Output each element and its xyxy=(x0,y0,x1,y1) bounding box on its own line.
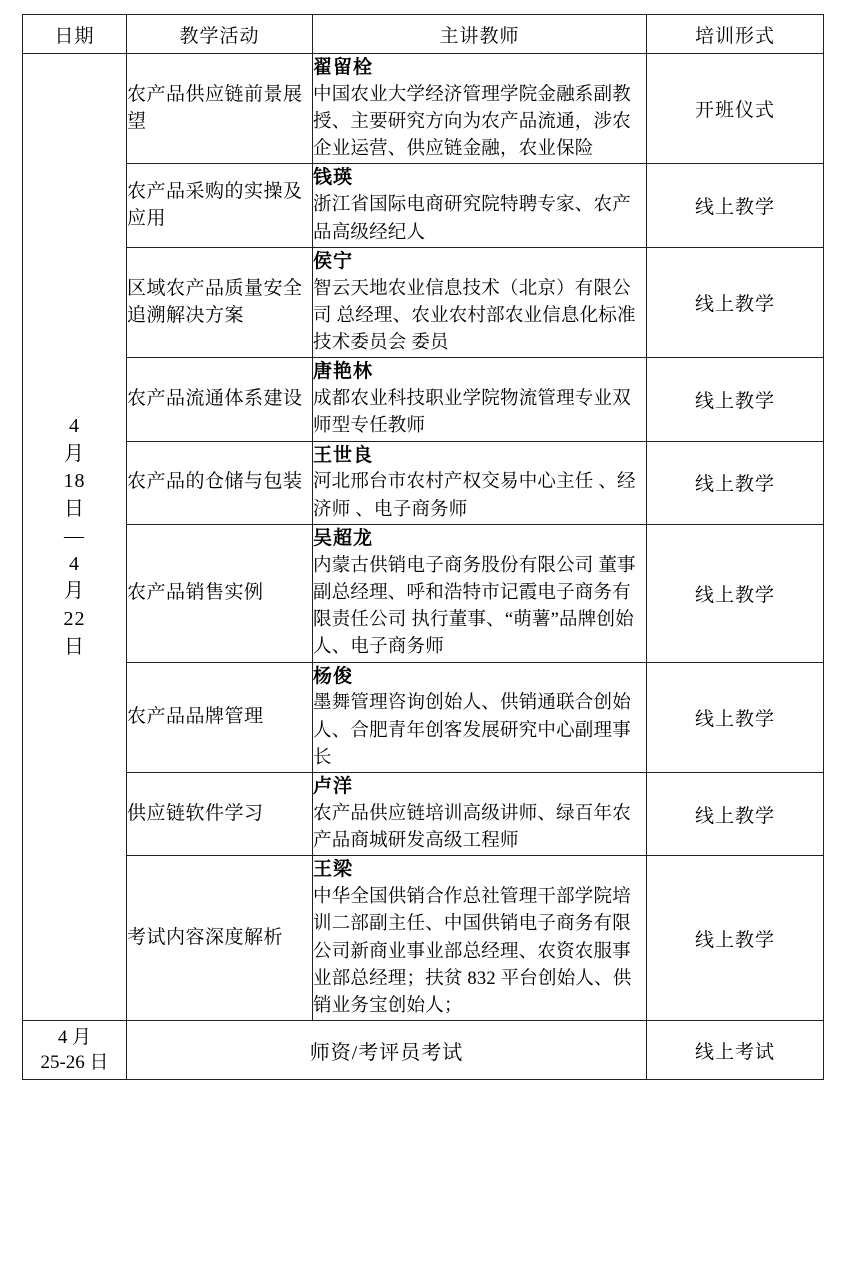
date-char: 22 xyxy=(63,608,86,631)
teacher-description: 中国农业大学经济管理学院金融系副教授、主要研究方向为农产品流通，涉农企业运营、供应链金融，农业保险 xyxy=(313,84,631,160)
table-row xyxy=(23,358,824,441)
teacher-description: 农产品供应链培训高级讲师、绿百年农产品商城研发高级工程师 xyxy=(313,803,631,852)
header-teacher: 主讲教师 xyxy=(313,15,647,54)
exam-date-cell xyxy=(23,1021,127,1080)
activity-cell: 农产品采购的实操及应用 xyxy=(127,164,313,247)
date-range-vertical xyxy=(23,413,126,661)
training-schedule-table xyxy=(22,14,824,1080)
date-char: 日 xyxy=(64,635,85,658)
format-cell: 线上教学 xyxy=(647,856,824,1021)
activity-cell: 农产品销售实例 xyxy=(127,524,313,662)
header-date: 日期 xyxy=(23,15,127,54)
table-row xyxy=(23,54,824,164)
date-char: 4 xyxy=(69,414,80,437)
teacher-name: 杨俊 xyxy=(313,665,354,687)
format-cell: 线上教学 xyxy=(647,773,824,856)
teacher-description: 成都农业科技职业学院物流管理专业双师型专任教师 xyxy=(313,389,631,437)
activity-cell: 农产品品牌管理 xyxy=(127,662,313,772)
exam-activity-cell: 师资/考评员考试 xyxy=(127,1021,647,1080)
teacher-name: 卢洋 xyxy=(313,776,354,798)
date-range-cell xyxy=(23,54,127,1021)
activity-cell: 农产品流通体系建设 xyxy=(127,358,313,441)
table-row xyxy=(23,524,824,662)
teacher-description: 内蒙古供销电子商务股份有限公司 董事 副总经理、呼和浩特市记霞电子商务有限责任公司 执行董事、“萌薯”品牌创始人、电子商务师 xyxy=(313,555,636,658)
date-char: 日 xyxy=(64,497,85,520)
teacher-name: 吴超龙 xyxy=(313,527,374,549)
activity-cell: 农产品的仓储与包装 xyxy=(127,441,313,524)
teacher-description: 智云天地农业信息技术（北京）有限公司 总经理、农业农村部农业信息化标准技术委员会 委员 xyxy=(313,278,636,354)
date-char: — xyxy=(64,525,85,548)
exam-format-cell: 线上考试 xyxy=(647,1021,824,1080)
teacher-description: 中华全国供销合作总社管理干部学院培训二部副主任、中国供销电子商务有限公司新商业事业部总经理、农资农服事业部总经理；扶贫 832 平台创始人、供销业务宝创始人； xyxy=(313,887,632,1016)
activity-cell: 农产品供应链前景展望 xyxy=(127,54,313,164)
exam-date-line2: 25-26 日 xyxy=(40,1052,109,1074)
table-row xyxy=(23,773,824,856)
activity-cell: 区域农产品质量安全追溯解决方案 xyxy=(127,247,313,357)
exam-date-line1: 4 月 xyxy=(57,1026,92,1048)
activity-cell: 供应链软件学习 xyxy=(127,773,313,856)
activity-cell: 考试内容深度解析 xyxy=(127,856,313,1021)
table-row xyxy=(23,856,824,1021)
table-row-exam xyxy=(23,1021,824,1080)
teacher-name: 侯宁 xyxy=(313,250,354,272)
teacher-name: 唐艳林 xyxy=(313,361,374,383)
teacher-name: 钱瑛 xyxy=(313,167,354,189)
format-cell: 线上教学 xyxy=(647,441,824,524)
format-cell: 开班仪式 xyxy=(647,54,824,164)
table-row xyxy=(23,247,824,357)
header-format: 培训形式 xyxy=(647,15,824,54)
teacher-description: 河北邢台市农村产权交易中心主任 、经济师 、电子商务师 xyxy=(313,472,636,520)
format-cell: 线上教学 xyxy=(647,358,824,441)
teacher-cell xyxy=(313,524,647,662)
teacher-cell xyxy=(313,164,647,247)
date-char: 月 xyxy=(64,442,85,465)
format-cell: 线上教学 xyxy=(647,662,824,772)
table-header-row xyxy=(23,15,824,54)
teacher-cell xyxy=(313,773,647,856)
teacher-cell xyxy=(313,856,647,1021)
teacher-cell xyxy=(313,247,647,357)
table-row xyxy=(23,662,824,772)
table-row xyxy=(23,164,824,247)
date-char: 4 xyxy=(69,552,80,575)
header-activity: 教学活动 xyxy=(127,15,313,54)
teacher-description: 浙江省国际电商研究院特聘专家、农产品高级经纪人 xyxy=(313,195,631,243)
date-char: 月 xyxy=(64,580,85,603)
format-cell: 线上教学 xyxy=(647,164,824,247)
format-cell: 线上教学 xyxy=(647,247,824,357)
date-char: 18 xyxy=(63,470,86,493)
teacher-cell xyxy=(313,441,647,524)
teacher-name: 翟留栓 xyxy=(313,57,374,78)
format-cell: 线上教学 xyxy=(647,524,824,662)
teacher-name: 王梁 xyxy=(313,859,354,881)
teacher-cell xyxy=(313,54,647,164)
table-row xyxy=(23,441,824,524)
teacher-name: 王世良 xyxy=(313,444,374,466)
teacher-cell xyxy=(313,662,647,772)
teacher-description: 墨舞管理咨询创始人、供销通联合创始人、合肥青年创客发展研究中心副理事长 xyxy=(313,693,631,768)
teacher-cell xyxy=(313,358,647,441)
